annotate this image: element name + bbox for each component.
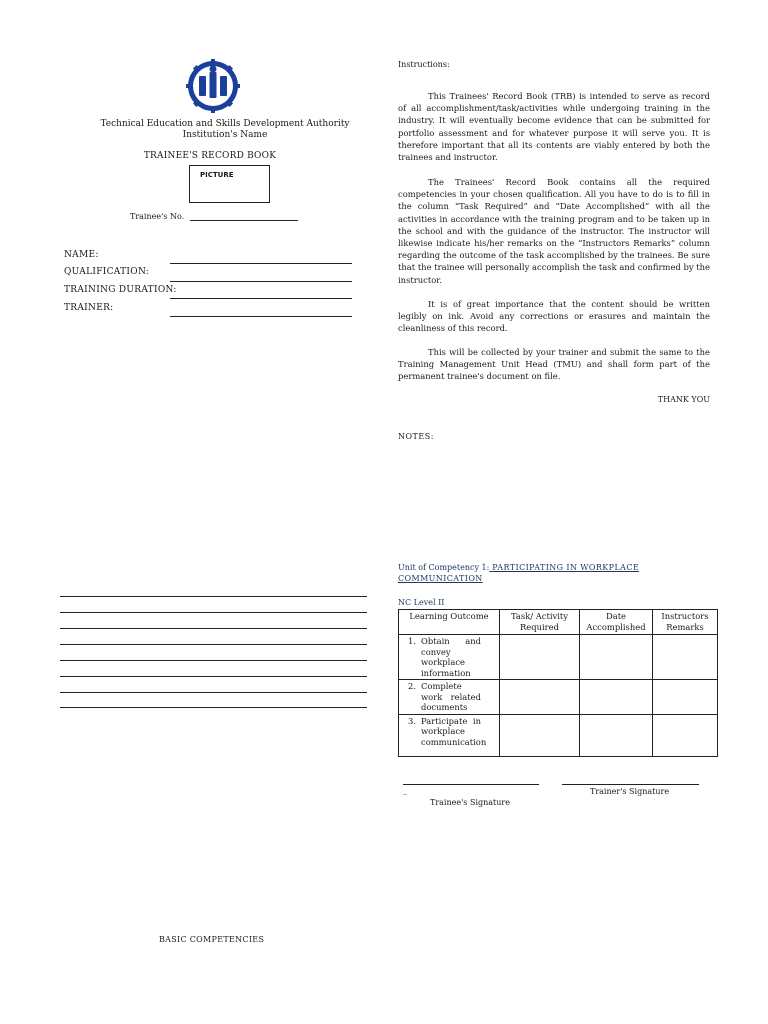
remarks-cell[interactable] [653, 635, 718, 680]
trainee-no-label: Trainee's No. [130, 212, 185, 221]
task-cell[interactable] [500, 680, 580, 715]
trainee-signature-label: Trainee's Signature [430, 798, 510, 807]
outcome-number: 3. [408, 715, 416, 726]
task-cell[interactable] [500, 635, 580, 680]
field-training-duration-label: TRAINING DURATION: [64, 285, 177, 295]
unit-label: Unit of Competency 1: [398, 563, 490, 572]
nc-level: NC Level II [398, 598, 445, 607]
field-qualification-label: QUALIFICATION: [64, 267, 150, 277]
instructions-label: Instructions: [398, 60, 450, 69]
notes-line [60, 707, 367, 708]
outcome-text: Complete work related documents [421, 681, 481, 712]
signature-dash: _ [403, 786, 407, 795]
unit-title: PARTICIPATING IN WORKPLACE COMMUNICATION [398, 563, 640, 583]
trainer-signature-line[interactable] [562, 784, 699, 785]
remarks-cell[interactable] [653, 714, 718, 756]
notes-line [60, 644, 367, 645]
outcome-text: Participate in workplace communication [421, 715, 487, 747]
thank-you: THANK YOU [657, 395, 710, 404]
instructions-paragraph-3: It is of great importance that the content should be written legibly on ink. Avoid any corrections or erasures and maintain the cleanliness of this record. [398, 299, 710, 334]
field-line [170, 263, 352, 264]
field-line [170, 298, 352, 299]
instructions-paragraph-2: The Trainees' Record Book contains all the required competencies in your chosen qualification. All you have to do is to fill in the column “Task Required” and “Date Accomplished” with all the activities in accordance with the training program and to be taken up in the school and with the guidance of the instructor. The instructor will likewise indicate his/her remarks on the “Instructors Remarks” column regarding the outcome of the task accomplished by the trainees. Be sure that the trainee will personally accomplish the task and confirmed by the instructor. [398, 177, 710, 285]
notes-line [60, 612, 367, 613]
col-date-accomplished: Date Accomplished [580, 610, 653, 635]
agency-name: Technical Education and Skills Development Authority [100, 119, 350, 129]
competency-table [398, 609, 718, 757]
notes-line [60, 628, 367, 629]
date-cell[interactable] [580, 714, 653, 756]
picture-box [189, 165, 270, 203]
table-row [399, 680, 718, 715]
table-header-row [399, 610, 718, 635]
trainee-no-line [190, 220, 298, 221]
book-title: TRAINEE'S RECORD BOOK [143, 151, 277, 161]
picture-label: PICTURE [200, 171, 234, 179]
col-learning-outcome: Learning Outcome [399, 610, 500, 635]
date-cell[interactable] [580, 635, 653, 680]
trainer-signature-label: Trainer's Signature [590, 787, 670, 796]
remarks-cell[interactable] [653, 680, 718, 715]
notes-line [60, 596, 367, 597]
unit-of-competency [398, 562, 688, 584]
date-cell[interactable] [580, 680, 653, 715]
table-row [399, 714, 718, 756]
field-trainer-label: TRAINER: [64, 303, 114, 313]
col-instructors-remarks: Instructors Remarks [653, 610, 718, 635]
institution-name: Institution's Name [182, 130, 268, 140]
notes-line [60, 676, 367, 677]
basic-competencies-footer: BASIC COMPETENCIES [159, 935, 265, 944]
instructions-paragraph-4: This will be collected by your trainer and submit the same to the Training Management Unit Head (TMU) and shall form part of the permanent trainee's document on file. [398, 347, 710, 382]
field-line [170, 316, 352, 317]
tesda-logo [182, 58, 244, 114]
notes-line [60, 660, 367, 661]
outcome-number: 1. [408, 636, 416, 646]
notes-label: NOTES: [398, 432, 434, 441]
notes-line [60, 692, 367, 693]
outcome-text: Obtain and convey workplace information [421, 636, 481, 678]
instructions-paragraph-1: This Trainees' Record Book (TRB) is intended to serve as record of all accomplishment/task/activities while undergoing training in the industry. It will eventually become evidence that can be submitted for portfolio assessment and for whatever purpose it will serve you. It is therefore important that all its contents are viably entered by both the trainees and instructor. [398, 91, 710, 163]
table-row [399, 635, 718, 680]
col-task-activity: Task/ Activity Required [500, 610, 580, 635]
field-line [170, 281, 352, 282]
trainee-signature-line[interactable] [403, 784, 539, 785]
outcome-number: 2. [408, 681, 416, 691]
field-name-label: NAME: [64, 250, 99, 260]
task-cell[interactable] [500, 714, 580, 756]
